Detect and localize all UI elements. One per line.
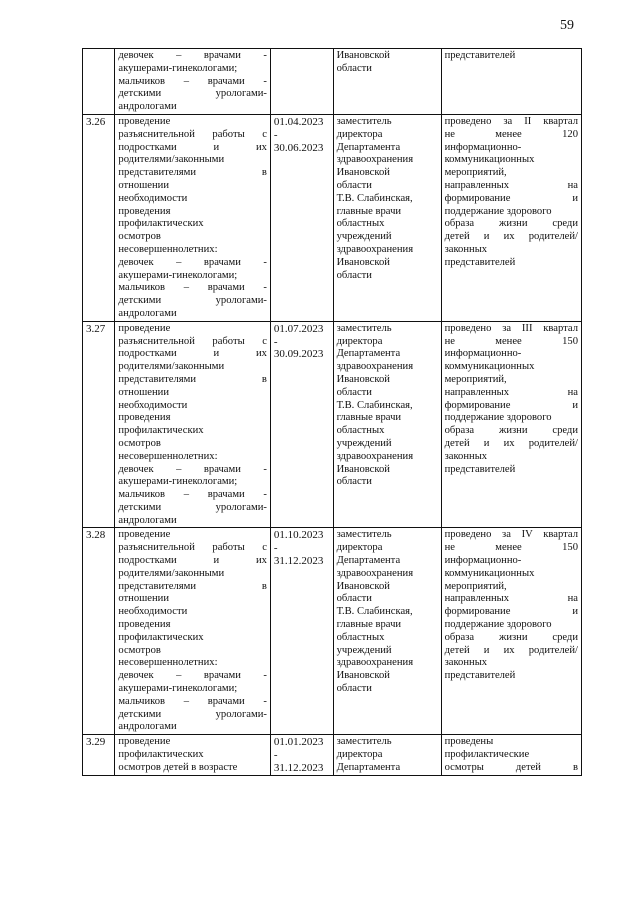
event-line: мальчиков – врачами - — [118, 489, 267, 501]
date-line: 01.10.2023 — [273, 529, 324, 542]
responsible-cell — [333, 735, 441, 775]
responsible-cell — [333, 528, 441, 735]
row-number: 3.28 — [83, 528, 115, 735]
date-line: - — [273, 128, 278, 141]
event-line: осмотров — [118, 231, 161, 243]
event-line: проведение — [118, 322, 171, 334]
event-line: девочек – врачами - — [118, 50, 267, 61]
responsible-line: заместитель — [336, 736, 392, 748]
result-line: представителей — [444, 463, 516, 475]
responsible-line: учреждений — [336, 231, 392, 243]
responsible-line: учреждений — [336, 644, 392, 656]
result-line: проведено за IV квартал — [444, 529, 578, 541]
responsible-line: Ивановской — [336, 580, 390, 592]
result-cell — [441, 114, 581, 321]
result-line: осмотры детей в — [444, 761, 578, 773]
event-line: андрологами — [118, 101, 177, 113]
result-line: информационно- — [444, 555, 522, 567]
event-line: мальчиков – врачами - — [118, 282, 267, 294]
event-line: акушерами-гинекологами; — [118, 269, 238, 281]
result-line: проведено за II квартал — [444, 115, 578, 127]
event-line: детскими урологами- — [118, 295, 267, 307]
event-cell — [115, 735, 271, 775]
responsible-line: Ивановской — [336, 670, 390, 682]
row-number: 3.26 — [83, 114, 115, 321]
result-line: детей и их родителей/ — [444, 644, 578, 656]
responsible-line: области — [336, 386, 372, 398]
result-line: образа жизни среди — [444, 218, 578, 230]
result-line: направленных на — [444, 386, 578, 398]
responsible-line: здравоохранения — [336, 567, 414, 579]
event-cell — [115, 49, 271, 115]
event-line: несовершеннолетних: — [118, 450, 218, 462]
event-line: профилактических — [118, 749, 204, 761]
event-line: андрологами — [118, 307, 177, 319]
event-line: осмотров — [118, 644, 161, 656]
row-number — [83, 49, 115, 115]
row-number: 3.27 — [83, 321, 115, 528]
event-line: девочек – врачами - — [118, 670, 267, 682]
event-line: профилактических — [118, 218, 204, 230]
result-line: мероприятий, — [444, 580, 507, 592]
responsible-line: заместитель — [336, 322, 392, 334]
result-line: образа жизни среди — [444, 631, 578, 643]
table-row — [83, 528, 582, 735]
responsible-line: здравоохранения — [336, 657, 414, 669]
responsible-line: областных — [336, 218, 385, 230]
result-line: профилактические — [444, 749, 530, 761]
result-line: направленных на — [444, 179, 578, 191]
responsible-line: области — [336, 593, 372, 605]
event-line: родителями/законными — [118, 361, 225, 373]
event-line: разъяснительной работы с — [118, 335, 267, 347]
event-line: детскими урологами- — [118, 88, 267, 100]
date-line: - — [273, 335, 278, 348]
event-line: подростками и их — [118, 141, 267, 153]
responsible-line: заместитель — [336, 529, 392, 541]
date-line: - — [273, 542, 278, 555]
responsible-line: директора — [336, 335, 383, 347]
event-line: детскими урологами- — [118, 708, 267, 720]
responsible-cell — [333, 321, 441, 528]
event-line: отношении — [118, 386, 170, 398]
event-line: акушерами-гинекологами; — [118, 476, 238, 488]
responsible-line: Ивановской — [336, 256, 390, 268]
event-line: мальчиков – врачами - — [118, 695, 267, 707]
result-line: не менее 120 — [444, 128, 578, 140]
responsible-line: Ивановской — [336, 167, 390, 179]
result-line: законных — [444, 657, 488, 669]
event-line: родителями/законными — [118, 154, 225, 166]
responsible-line: директора — [336, 749, 383, 761]
table-row — [83, 735, 582, 775]
result-line: представителей — [444, 50, 516, 61]
responsible-line: Департамента — [336, 761, 401, 773]
date-cell — [270, 49, 333, 115]
event-cell — [115, 114, 271, 321]
result-line: информационно- — [444, 141, 522, 153]
responsible-line: главные врачи — [336, 205, 402, 217]
result-line: представителей — [444, 670, 516, 682]
responsible-line: главные врачи — [336, 412, 402, 424]
result-line: не менее 150 — [444, 335, 578, 347]
event-line: профилактических — [118, 631, 204, 643]
responsible-line: учреждений — [336, 437, 392, 449]
responsible-line: области — [336, 179, 372, 191]
responsible-cell — [333, 114, 441, 321]
result-line: информационно- — [444, 348, 522, 360]
plan-table — [82, 48, 582, 776]
event-line: проведения — [118, 412, 171, 424]
event-line: отношении — [118, 593, 170, 605]
event-line: детскими урологами- — [118, 501, 267, 513]
event-line: проведение — [118, 115, 171, 127]
page-number: 59 — [560, 18, 574, 33]
event-line: представителями в — [118, 167, 267, 179]
event-line: разъяснительной работы с — [118, 128, 267, 140]
event-line: акушерами-гинекологами; — [118, 683, 238, 695]
event-line: проведение — [118, 529, 171, 541]
responsible-line: здравоохранения — [336, 361, 414, 373]
result-line: формирование и — [444, 606, 578, 618]
date-cell — [270, 528, 333, 735]
responsible-cell — [333, 49, 441, 115]
responsible-line: Ивановской — [336, 50, 390, 61]
result-line: проведены — [444, 736, 494, 748]
date-line: 30.09.2023 — [273, 348, 324, 361]
event-line: представителями в — [118, 580, 267, 592]
event-line: несовершеннолетних: — [118, 657, 218, 669]
date-cell — [270, 321, 333, 528]
event-cell — [115, 528, 271, 735]
result-line: законных — [444, 450, 488, 462]
responsible-line: Т.В. Слабинская, — [336, 192, 413, 204]
result-line: детей и их родителей/ — [444, 437, 578, 449]
responsible-line: Т.В. Слабинская, — [336, 606, 413, 618]
result-line: направленных на — [444, 593, 578, 605]
result-line: детей и их родителей/ — [444, 231, 578, 243]
result-line: мероприятий, — [444, 167, 507, 179]
responsible-line: здравоохранения — [336, 243, 414, 255]
date-line: 31.12.2023 — [273, 555, 324, 568]
result-cell — [441, 49, 581, 115]
date-line: 31.12.2023 — [273, 761, 324, 774]
event-line: подростками и их — [118, 348, 267, 360]
result-cell — [441, 321, 581, 528]
responsible-line: здравоохранения — [336, 450, 414, 462]
table-row — [83, 49, 582, 115]
responsible-line: области — [336, 683, 372, 695]
table-row — [83, 114, 582, 321]
event-line: осмотров — [118, 437, 161, 449]
result-line: мероприятий, — [444, 373, 507, 385]
result-line: коммуникационных — [444, 567, 535, 579]
result-cell — [441, 735, 581, 775]
event-line: осмотров детей в возрасте — [118, 761, 238, 773]
event-line: представителями в — [118, 373, 267, 385]
result-line: формирование и — [444, 192, 578, 204]
event-line: девочек – врачами - — [118, 463, 267, 475]
result-line: проведено за III квартал — [444, 322, 578, 334]
result-line: не менее 150 — [444, 542, 578, 554]
date-line: 30.06.2023 — [273, 141, 324, 154]
event-line: акушерами-гинекологами; — [118, 62, 238, 74]
result-line: законных — [444, 243, 488, 255]
row-number: 3.29 — [83, 735, 115, 775]
date-cell — [270, 735, 333, 775]
table-row — [83, 321, 582, 528]
result-line: поддержание здорового — [444, 412, 552, 424]
event-line: проведения — [118, 619, 171, 631]
event-line: подростками и их — [118, 555, 267, 567]
responsible-line: директора — [336, 128, 383, 140]
responsible-line: Департамента — [336, 555, 401, 567]
result-line: представителей — [444, 256, 516, 268]
date-cell — [270, 114, 333, 321]
responsible-line: главные врачи — [336, 619, 402, 631]
result-line: коммуникационных — [444, 361, 535, 373]
responsible-line: областных — [336, 631, 385, 643]
responsible-line: области — [336, 269, 372, 281]
result-line: образа жизни среди — [444, 425, 578, 437]
event-line: андрологами — [118, 514, 177, 526]
event-cell — [115, 321, 271, 528]
event-line: необходимости — [118, 606, 188, 618]
event-line: мальчиков – врачами - — [118, 75, 267, 87]
event-line: профилактических — [118, 425, 204, 437]
event-line: проведение — [118, 736, 171, 748]
event-line: родителями/законными — [118, 567, 225, 579]
responsible-line: области — [336, 476, 372, 488]
date-line: 01.04.2023 — [273, 115, 324, 128]
responsible-line: здравоохранения — [336, 154, 414, 166]
responsible-line: заместитель — [336, 115, 392, 127]
date-line: 01.07.2023 — [273, 322, 324, 335]
event-line: проведения — [118, 205, 171, 217]
result-line: поддержание здорового — [444, 619, 552, 631]
responsible-line: областных — [336, 425, 385, 437]
result-line: формирование и — [444, 399, 578, 411]
event-line: андрологами — [118, 721, 177, 733]
event-line: девочек – врачами - — [118, 256, 267, 268]
responsible-line: директора — [336, 542, 383, 554]
event-line: необходимости — [118, 192, 188, 204]
result-cell — [441, 528, 581, 735]
responsible-line: области — [336, 62, 372, 74]
event-line: необходимости — [118, 399, 188, 411]
event-line: разъяснительной работы с — [118, 542, 267, 554]
responsible-line: Ивановской — [336, 373, 390, 385]
responsible-line: Т.В. Слабинская, — [336, 399, 413, 411]
result-line: коммуникационных — [444, 154, 535, 166]
date-line: - — [273, 749, 278, 762]
event-line: отношении — [118, 179, 170, 191]
responsible-line: Департамента — [336, 141, 401, 153]
responsible-line: Ивановской — [336, 463, 390, 475]
event-line: несовершеннолетних: — [118, 243, 218, 255]
result-line: поддержание здорового — [444, 205, 552, 217]
responsible-line: Департамента — [336, 348, 401, 360]
date-line: 01.01.2023 — [273, 736, 324, 749]
